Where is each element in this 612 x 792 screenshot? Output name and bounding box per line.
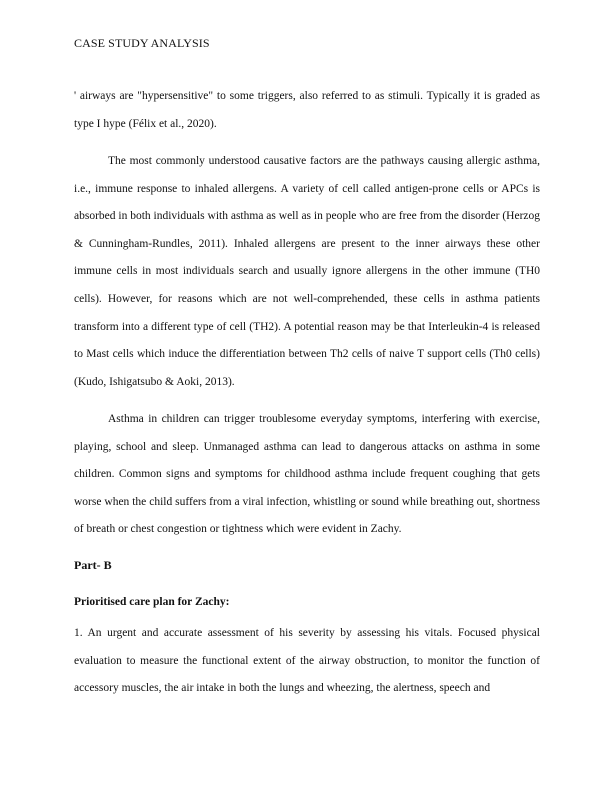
care-plan-item-1: 1. An urgent and accurate assessment of his severity by assessing his vitals. Focused physical evaluation to measure the functional extent of the airway obstruction, to monitor the function of accessory muscles, the air intake in both the lungs and wheezing, the alertness, speech and xyxy=(74,627,540,695)
care-plan-subheading: Prioritised care plan for Zachy: xyxy=(74,596,230,608)
paragraph-causative-factors: The most commonly understood causative factors are the pathways causing allergic asthma, i.e., immune response to inhaled allergens. A variety of cell called antigen-prone cells or APCs is absorbed in both individuals with asthma as well as in people who are free from the disorder (Herzog & Cunningham-Rundles, 2011). Inhaled allergens are present to the inner airways these other immune cells in most individuals search and usually ignore allergens in the other immune (TH0 cells). However, for reasons which are not well-comprehended, these cells in asthma patients transform into a different type of cell (TH2). A potential reason may be that Interleukin-4 is released to Mast cells which induce the differentiation between Th2 cells of naive T support cells (Th0 cells) (Kudo, Ishigatsubo & Aoki, 2013). xyxy=(74,155,540,388)
paragraph-childhood-asthma: Asthma in children can trigger troublesome everyday symptoms, interfering with exercise, playing, school and sleep. Unmanaged asthma can lead to dangerous attacks on asthma in some children. Common signs and symptoms for childhood asthma include frequent coughing that gets worse when the child suffers from a viral infection, whistling or sound while breathing out, shortness of breath or chest congestion or tightness which were evident in Zachy. xyxy=(74,413,540,536)
paragraph-airways: ' airways are "hypersensitive" to some triggers, also referred to as stimuli. Typically it is graded as type I hype (Félix et al., 2020). xyxy=(74,90,540,130)
section-heading-part-b: Part- B xyxy=(74,558,112,572)
running-header: CASE STUDY ANALYSIS xyxy=(74,36,210,50)
